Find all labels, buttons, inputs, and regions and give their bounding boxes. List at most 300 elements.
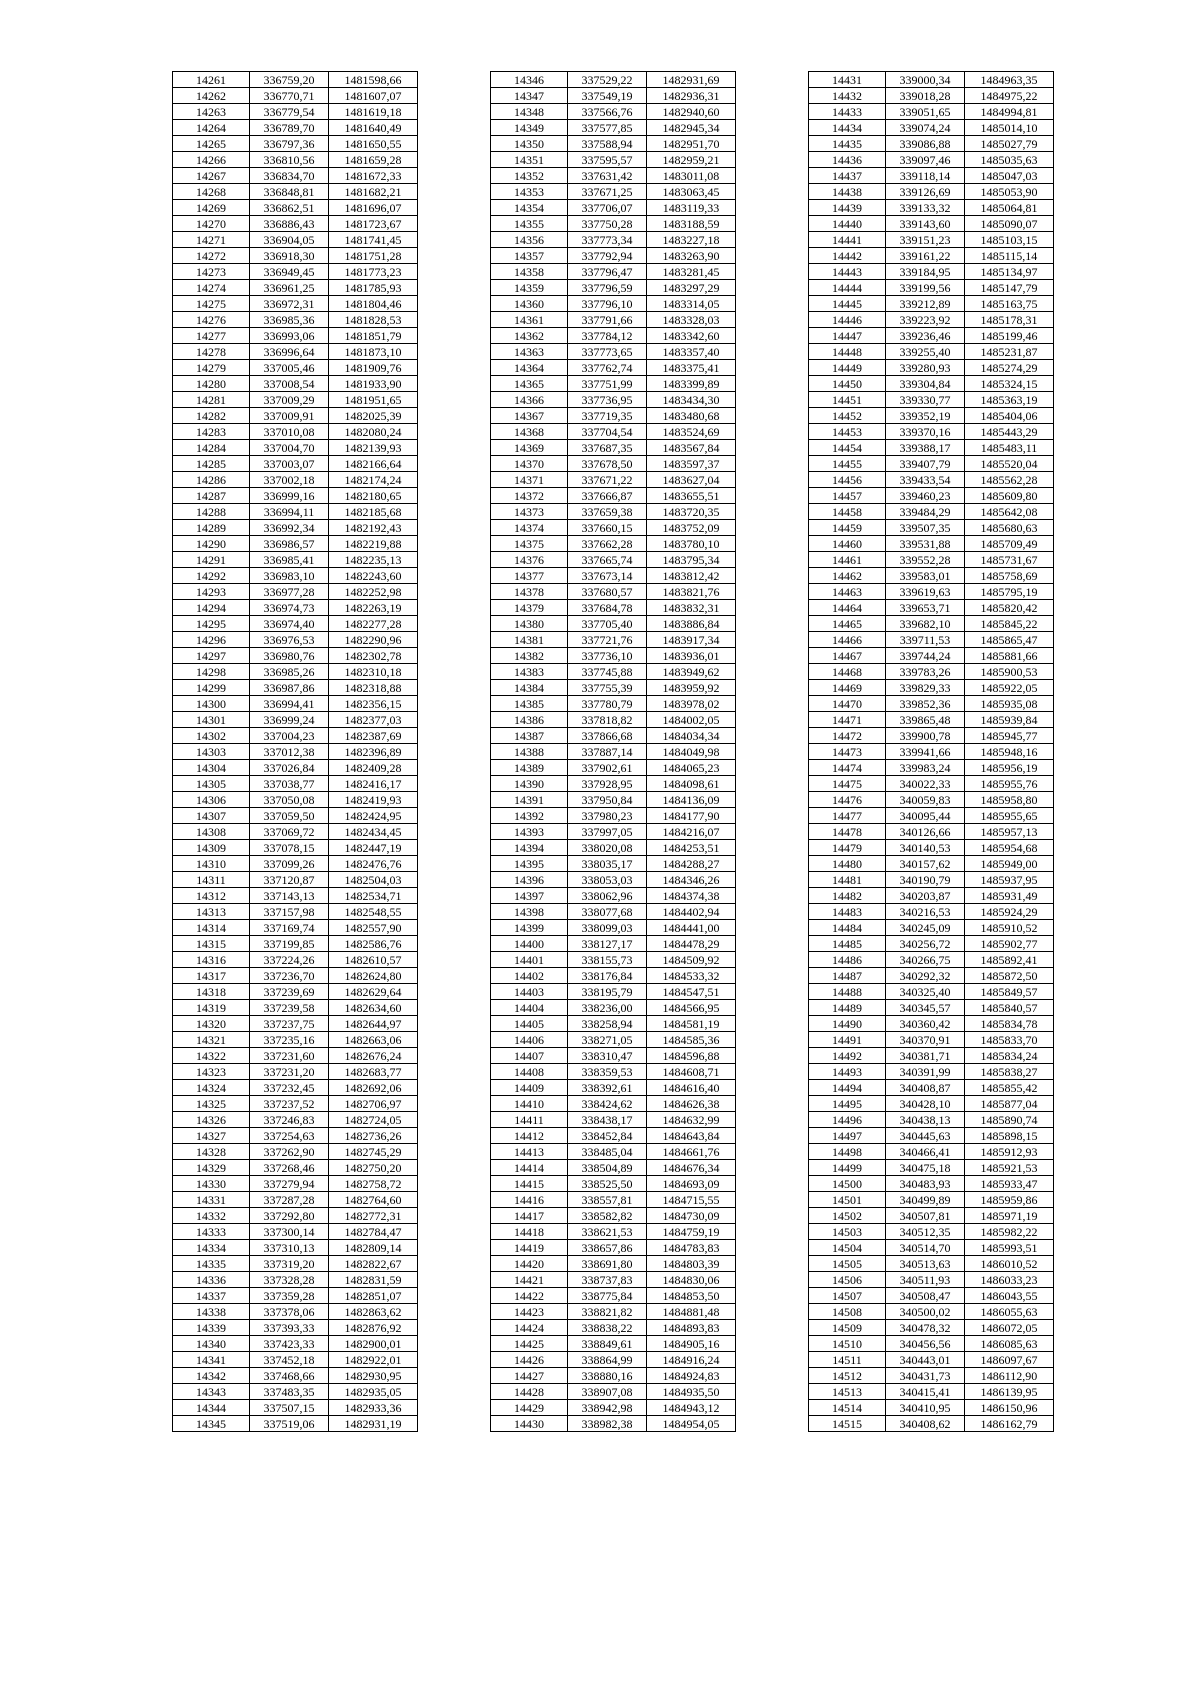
point-number-cell: 14287 [173, 488, 250, 504]
x-coordinate-cell: 340513,63 [886, 1256, 965, 1272]
x-coordinate-cell: 336759,20 [250, 72, 329, 88]
point-number-cell: 14363 [491, 344, 568, 360]
table-row [491, 952, 736, 968]
y-coordinate-cell: 1485642,08 [965, 504, 1054, 520]
x-coordinate-cell: 338236,00 [568, 1000, 647, 1016]
point-number-cell: 14350 [491, 136, 568, 152]
y-coordinate-cell: 1485731,67 [965, 552, 1054, 568]
table-row [809, 600, 1054, 616]
x-coordinate-cell: 337378,06 [250, 1304, 329, 1320]
table-row [491, 488, 736, 504]
x-coordinate-cell: 339330,77 [886, 392, 965, 408]
x-coordinate-cell: 336999,16 [250, 488, 329, 504]
table-row [173, 152, 418, 168]
x-coordinate-cell: 336886,43 [250, 216, 329, 232]
point-number-cell: 14498 [809, 1144, 886, 1160]
table-row [809, 840, 1054, 856]
table-row [809, 280, 1054, 296]
point-number-cell: 14311 [173, 872, 250, 888]
y-coordinate-cell: 1485840,57 [965, 1000, 1054, 1016]
x-coordinate-cell: 338504,89 [568, 1160, 647, 1176]
point-number-cell: 14482 [809, 888, 886, 904]
table-row [491, 1096, 736, 1112]
point-number-cell: 14276 [173, 312, 250, 328]
y-coordinate-cell: 1483357,40 [647, 344, 736, 360]
y-coordinate-cell: 1482634,60 [329, 1000, 418, 1016]
x-coordinate-cell: 337997,05 [568, 824, 647, 840]
point-number-cell: 14320 [173, 1016, 250, 1032]
point-number-cell: 14507 [809, 1288, 886, 1304]
table-row [491, 760, 736, 776]
x-coordinate-cell: 337008,54 [250, 376, 329, 392]
point-number-cell: 14460 [809, 536, 886, 552]
point-number-cell: 14425 [491, 1336, 568, 1352]
point-number-cell: 14285 [173, 456, 250, 472]
point-number-cell: 14377 [491, 568, 568, 584]
table-row [491, 616, 736, 632]
table-row [173, 232, 418, 248]
table-row [173, 1368, 418, 1384]
point-number-cell: 14455 [809, 456, 886, 472]
y-coordinate-cell: 1482310,18 [329, 664, 418, 680]
x-coordinate-cell: 337887,14 [568, 744, 647, 760]
point-number-cell: 14476 [809, 792, 886, 808]
x-coordinate-cell: 336993,06 [250, 328, 329, 344]
table-row [809, 232, 1054, 248]
point-number-cell: 14387 [491, 728, 568, 744]
y-coordinate-cell: 1485053,90 [965, 184, 1054, 200]
table-row [173, 1256, 418, 1272]
point-number-cell: 14405 [491, 1016, 568, 1032]
point-number-cell: 14501 [809, 1192, 886, 1208]
table-row [491, 1368, 736, 1384]
point-number-cell: 14513 [809, 1384, 886, 1400]
point-number-cell: 14467 [809, 648, 886, 664]
table-row [491, 1144, 736, 1160]
table-row [809, 1112, 1054, 1128]
point-number-cell: 14300 [173, 696, 250, 712]
y-coordinate-cell: 1484065,23 [647, 760, 736, 776]
table-row [173, 1400, 418, 1416]
x-coordinate-cell: 337773,34 [568, 232, 647, 248]
y-coordinate-cell: 1482692,06 [329, 1080, 418, 1096]
y-coordinate-cell: 1483263,90 [647, 248, 736, 264]
y-coordinate-cell: 1485937,95 [965, 872, 1054, 888]
table-row [809, 552, 1054, 568]
x-coordinate-cell: 338438,17 [568, 1112, 647, 1128]
x-coordinate-cell: 337705,40 [568, 616, 647, 632]
y-coordinate-cell: 1482416,17 [329, 776, 418, 792]
x-coordinate-cell: 340391,99 [886, 1064, 965, 1080]
table-row [491, 408, 736, 424]
y-coordinate-cell: 1485838,27 [965, 1064, 1054, 1080]
y-coordinate-cell: 1482302,78 [329, 648, 418, 664]
y-coordinate-cell: 1483314,05 [647, 296, 736, 312]
point-number-cell: 14486 [809, 952, 886, 968]
point-number-cell: 14435 [809, 136, 886, 152]
y-coordinate-cell: 1484441,00 [647, 920, 736, 936]
y-coordinate-cell: 1481682,21 [329, 184, 418, 200]
y-coordinate-cell: 1484177,90 [647, 808, 736, 824]
table-row [173, 1416, 418, 1432]
table-row [173, 1224, 418, 1240]
table-row [173, 936, 418, 952]
point-number-cell: 14318 [173, 984, 250, 1000]
point-number-cell: 14444 [809, 280, 886, 296]
x-coordinate-cell: 337866,68 [568, 728, 647, 744]
y-coordinate-cell: 1483297,29 [647, 280, 736, 296]
y-coordinate-cell: 1485404,06 [965, 408, 1054, 424]
point-number-cell: 14349 [491, 120, 568, 136]
y-coordinate-cell: 1482534,71 [329, 888, 418, 904]
table-row [809, 712, 1054, 728]
x-coordinate-cell: 337780,79 [568, 696, 647, 712]
table-row [491, 584, 736, 600]
point-number-cell: 14436 [809, 152, 886, 168]
table-row [173, 1192, 418, 1208]
table-row [173, 1000, 418, 1016]
x-coordinate-cell: 336987,86 [250, 680, 329, 696]
table-row [809, 1336, 1054, 1352]
y-coordinate-cell: 1484136,09 [647, 792, 736, 808]
y-coordinate-cell: 1484935,50 [647, 1384, 736, 1400]
point-number-cell: 14505 [809, 1256, 886, 1272]
point-number-cell: 14509 [809, 1320, 886, 1336]
point-number-cell: 14359 [491, 280, 568, 296]
x-coordinate-cell: 336848,81 [250, 184, 329, 200]
x-coordinate-cell: 337902,61 [568, 760, 647, 776]
y-coordinate-cell: 1483917,34 [647, 632, 736, 648]
point-number-cell: 14488 [809, 984, 886, 1000]
x-coordinate-cell: 337120,87 [250, 872, 329, 888]
point-number-cell: 14384 [491, 680, 568, 696]
point-number-cell: 14316 [173, 952, 250, 968]
x-coordinate-cell: 338880,16 [568, 1368, 647, 1384]
point-number-cell: 14361 [491, 312, 568, 328]
x-coordinate-cell: 337262,90 [250, 1144, 329, 1160]
table-row [491, 520, 736, 536]
y-coordinate-cell: 1485103,15 [965, 232, 1054, 248]
y-coordinate-cell: 1485892,41 [965, 952, 1054, 968]
point-number-cell: 14429 [491, 1400, 568, 1416]
y-coordinate-cell: 1481607,07 [329, 88, 418, 104]
y-coordinate-cell: 1482951,70 [647, 136, 736, 152]
x-coordinate-cell: 339097,46 [886, 152, 965, 168]
y-coordinate-cell: 1484478,29 [647, 936, 736, 952]
point-number-cell: 14278 [173, 344, 250, 360]
y-coordinate-cell: 1483832,31 [647, 600, 736, 616]
x-coordinate-cell: 337736,95 [568, 392, 647, 408]
x-coordinate-cell: 337483,35 [250, 1384, 329, 1400]
y-coordinate-cell: 1482025,39 [329, 408, 418, 424]
x-coordinate-cell: 337762,74 [568, 360, 647, 376]
table-row [491, 984, 736, 1000]
point-number-cell: 14294 [173, 600, 250, 616]
table-row [809, 1192, 1054, 1208]
point-number-cell: 14269 [173, 200, 250, 216]
table-row [491, 1048, 736, 1064]
point-number-cell: 14490 [809, 1016, 886, 1032]
point-number-cell: 14424 [491, 1320, 568, 1336]
table-row [173, 1112, 418, 1128]
y-coordinate-cell: 1485820,42 [965, 600, 1054, 616]
point-number-cell: 14313 [173, 904, 250, 920]
x-coordinate-cell: 337519,06 [250, 1416, 329, 1432]
y-coordinate-cell: 1485609,80 [965, 488, 1054, 504]
x-coordinate-cell: 337678,50 [568, 456, 647, 472]
table-row [173, 120, 418, 136]
x-coordinate-cell: 339744,24 [886, 648, 965, 664]
point-number-cell: 14338 [173, 1304, 250, 1320]
y-coordinate-cell: 1485834,24 [965, 1048, 1054, 1064]
y-coordinate-cell: 1481785,93 [329, 280, 418, 296]
y-coordinate-cell: 1485520,04 [965, 456, 1054, 472]
y-coordinate-cell: 1484547,51 [647, 984, 736, 1000]
x-coordinate-cell: 339484,29 [886, 504, 965, 520]
table-row [491, 872, 736, 888]
x-coordinate-cell: 340370,91 [886, 1032, 965, 1048]
point-number-cell: 14413 [491, 1144, 568, 1160]
table-row [173, 1032, 418, 1048]
x-coordinate-cell: 338195,79 [568, 984, 647, 1000]
table-row [809, 104, 1054, 120]
table-row [809, 856, 1054, 872]
point-number-cell: 14427 [491, 1368, 568, 1384]
table-row [491, 344, 736, 360]
y-coordinate-cell: 1486139,95 [965, 1384, 1054, 1400]
x-coordinate-cell: 340245,09 [886, 920, 965, 936]
y-coordinate-cell: 1482290,96 [329, 632, 418, 648]
y-coordinate-cell: 1484783,83 [647, 1240, 736, 1256]
y-coordinate-cell: 1482922,01 [329, 1352, 418, 1368]
point-number-cell: 14508 [809, 1304, 886, 1320]
x-coordinate-cell: 338907,08 [568, 1384, 647, 1400]
table-row [809, 568, 1054, 584]
x-coordinate-cell: 339682,10 [886, 616, 965, 632]
table-row [809, 936, 1054, 952]
x-coordinate-cell: 338838,22 [568, 1320, 647, 1336]
x-coordinate-cell: 337237,75 [250, 1016, 329, 1032]
point-number-cell: 14426 [491, 1352, 568, 1368]
x-coordinate-cell: 339433,54 [886, 472, 965, 488]
y-coordinate-cell: 1485047,03 [965, 168, 1054, 184]
y-coordinate-cell: 1481804,46 [329, 296, 418, 312]
y-coordinate-cell: 1485134,97 [965, 264, 1054, 280]
table-row [809, 504, 1054, 520]
table-row [809, 72, 1054, 88]
point-number-cell: 14464 [809, 600, 886, 616]
y-coordinate-cell: 1483886,84 [647, 616, 736, 632]
point-number-cell: 14443 [809, 264, 886, 280]
x-coordinate-cell: 340059,83 [886, 792, 965, 808]
y-coordinate-cell: 1485163,75 [965, 296, 1054, 312]
table-row [809, 1400, 1054, 1416]
point-number-cell: 14512 [809, 1368, 886, 1384]
table-row [491, 392, 736, 408]
x-coordinate-cell: 339552,28 [886, 552, 965, 568]
table-row [491, 1384, 736, 1400]
point-number-cell: 14310 [173, 856, 250, 872]
point-number-cell: 14470 [809, 696, 886, 712]
y-coordinate-cell: 1485954,68 [965, 840, 1054, 856]
y-coordinate-cell: 1482629,64 [329, 984, 418, 1000]
point-number-cell: 14372 [491, 488, 568, 504]
table-row [809, 1288, 1054, 1304]
table-row [173, 824, 418, 840]
y-coordinate-cell: 1484374,38 [647, 888, 736, 904]
table-row [173, 776, 418, 792]
y-coordinate-cell: 1481951,65 [329, 392, 418, 408]
x-coordinate-cell: 336779,54 [250, 104, 329, 120]
point-number-cell: 14370 [491, 456, 568, 472]
y-coordinate-cell: 1482809,14 [329, 1240, 418, 1256]
point-number-cell: 14344 [173, 1400, 250, 1416]
y-coordinate-cell: 1484616,40 [647, 1080, 736, 1096]
y-coordinate-cell: 1484963,35 [965, 72, 1054, 88]
table-row [491, 216, 736, 232]
y-coordinate-cell: 1483328,03 [647, 312, 736, 328]
x-coordinate-cell: 337980,23 [568, 808, 647, 824]
point-number-cell: 14293 [173, 584, 250, 600]
y-coordinate-cell: 1486033,23 [965, 1272, 1054, 1288]
table-row [809, 648, 1054, 664]
x-coordinate-cell: 339184,95 [886, 264, 965, 280]
point-number-cell: 14502 [809, 1208, 886, 1224]
x-coordinate-cell: 338452,84 [568, 1128, 647, 1144]
x-coordinate-cell: 338657,86 [568, 1240, 647, 1256]
y-coordinate-cell: 1485939,84 [965, 712, 1054, 728]
point-number-cell: 14430 [491, 1416, 568, 1432]
point-number-cell: 14450 [809, 376, 886, 392]
x-coordinate-cell: 339151,23 [886, 232, 965, 248]
x-coordinate-cell: 337078,15 [250, 840, 329, 856]
point-number-cell: 14388 [491, 744, 568, 760]
table-row [491, 1112, 736, 1128]
point-number-cell: 14456 [809, 472, 886, 488]
x-coordinate-cell: 338864,99 [568, 1352, 647, 1368]
y-coordinate-cell: 1485955,76 [965, 776, 1054, 792]
y-coordinate-cell: 1485014,10 [965, 120, 1054, 136]
x-coordinate-cell: 337059,50 [250, 808, 329, 824]
point-number-cell: 14280 [173, 376, 250, 392]
y-coordinate-cell: 1485199,46 [965, 328, 1054, 344]
table-row [809, 1272, 1054, 1288]
table-row [173, 344, 418, 360]
table-row [173, 648, 418, 664]
x-coordinate-cell: 337009,91 [250, 408, 329, 424]
y-coordinate-cell: 1482745,29 [329, 1144, 418, 1160]
point-number-cell: 14279 [173, 360, 250, 376]
table-row [809, 1176, 1054, 1192]
point-number-cell: 14297 [173, 648, 250, 664]
table-row [491, 184, 736, 200]
y-coordinate-cell: 1485795,19 [965, 584, 1054, 600]
table-row [491, 104, 736, 120]
table-row [491, 280, 736, 296]
x-coordinate-cell: 340512,35 [886, 1224, 965, 1240]
x-coordinate-cell: 339086,88 [886, 136, 965, 152]
x-coordinate-cell: 337300,14 [250, 1224, 329, 1240]
point-number-cell: 14351 [491, 152, 568, 168]
table-row [173, 1240, 418, 1256]
x-coordinate-cell: 337751,99 [568, 376, 647, 392]
table-row [173, 872, 418, 888]
x-coordinate-cell: 340126,66 [886, 824, 965, 840]
point-number-cell: 14447 [809, 328, 886, 344]
table-row [491, 360, 736, 376]
table-row [173, 664, 418, 680]
y-coordinate-cell: 1485849,57 [965, 984, 1054, 1000]
table-row [809, 808, 1054, 824]
point-number-cell: 14466 [809, 632, 886, 648]
point-number-cell: 14299 [173, 680, 250, 696]
y-coordinate-cell: 1485959,86 [965, 1192, 1054, 1208]
x-coordinate-cell: 339507,35 [886, 520, 965, 536]
table-row [491, 888, 736, 904]
table-row [809, 184, 1054, 200]
y-coordinate-cell: 1484402,94 [647, 904, 736, 920]
point-number-cell: 14506 [809, 1272, 886, 1288]
table-row [809, 440, 1054, 456]
point-number-cell: 14510 [809, 1336, 886, 1352]
x-coordinate-cell: 338392,61 [568, 1080, 647, 1096]
y-coordinate-cell: 1483795,34 [647, 552, 736, 568]
point-number-cell: 14381 [491, 632, 568, 648]
y-coordinate-cell: 1485147,79 [965, 280, 1054, 296]
point-number-cell: 14290 [173, 536, 250, 552]
point-number-cell: 14288 [173, 504, 250, 520]
x-coordinate-cell: 339118,14 [886, 168, 965, 184]
table-row [173, 216, 418, 232]
point-number-cell: 14322 [173, 1048, 250, 1064]
point-number-cell: 14407 [491, 1048, 568, 1064]
x-coordinate-cell: 338359,53 [568, 1064, 647, 1080]
y-coordinate-cell: 1486072,05 [965, 1320, 1054, 1336]
x-coordinate-cell: 340216,53 [886, 904, 965, 920]
y-coordinate-cell: 1486010,52 [965, 1256, 1054, 1272]
y-coordinate-cell: 1483119,33 [647, 200, 736, 216]
x-coordinate-cell: 338155,73 [568, 952, 647, 968]
x-coordinate-cell: 339018,28 [886, 88, 965, 104]
table-row [809, 1352, 1054, 1368]
x-coordinate-cell: 337680,57 [568, 584, 647, 600]
x-coordinate-cell: 337706,07 [568, 200, 647, 216]
point-number-cell: 14263 [173, 104, 250, 120]
x-coordinate-cell: 336904,05 [250, 232, 329, 248]
point-number-cell: 14378 [491, 584, 568, 600]
y-coordinate-cell: 1484253,51 [647, 840, 736, 856]
point-number-cell: 14465 [809, 616, 886, 632]
table-row [809, 472, 1054, 488]
point-number-cell: 14446 [809, 312, 886, 328]
table-row [491, 424, 736, 440]
point-number-cell: 14262 [173, 88, 250, 104]
y-coordinate-cell: 1485935,08 [965, 696, 1054, 712]
point-number-cell: 14357 [491, 248, 568, 264]
point-number-cell: 14375 [491, 536, 568, 552]
x-coordinate-cell: 340190,79 [886, 872, 965, 888]
y-coordinate-cell: 1485035,63 [965, 152, 1054, 168]
point-number-cell: 14283 [173, 424, 250, 440]
x-coordinate-cell: 337232,45 [250, 1080, 329, 1096]
point-number-cell: 14402 [491, 968, 568, 984]
x-coordinate-cell: 339783,26 [886, 664, 965, 680]
x-coordinate-cell: 337069,72 [250, 824, 329, 840]
table-row [809, 584, 1054, 600]
y-coordinate-cell: 1484346,26 [647, 872, 736, 888]
table-row [809, 1208, 1054, 1224]
x-coordinate-cell: 338176,84 [568, 968, 647, 984]
